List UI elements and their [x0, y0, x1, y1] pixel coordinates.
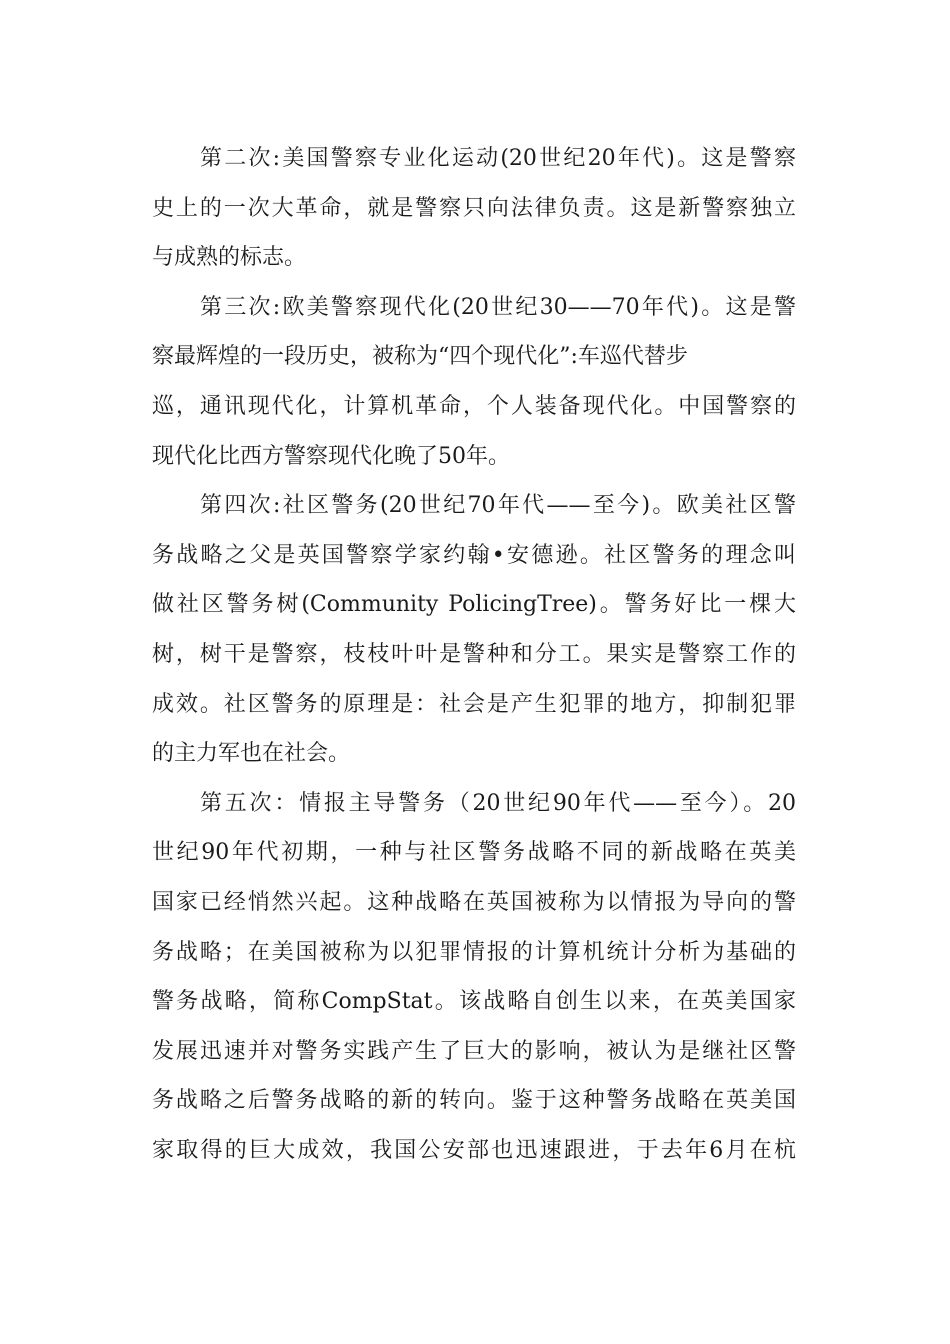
text-line: 的主力军也在社会。: [152, 741, 351, 767]
text-line: 发展迅速并对警务实践产生了巨大的影响，被认为是继社区警: [152, 1038, 796, 1064]
text-line: 警务战略，简称CompStat。该战略自创生以来，在英美国家: [152, 989, 796, 1015]
text-line: 第二次:美国警察专业化运动(20世纪20年代)。这是警察: [200, 146, 796, 171]
text-line: 察最辉煌的一段历史，被称为“四个现代化”:车巡代替步: [152, 344, 688, 370]
text-line: 务战略之后警务战略的新的转向。鉴于这种警务战略在英美国: [152, 1088, 796, 1114]
document-body: [152, 134, 796, 1175]
text-line: 第三次:欧美警察现代化(20世纪30——70年代)。这是警: [200, 294, 796, 320]
text-line: 务战略之父是英国警察学家约翰•安德逊。社区警务的理念叫: [152, 542, 796, 568]
text-line: 世纪90年代初期，一种与社区警务战略不同的新战略在英美: [152, 840, 796, 866]
text-line: 史上的一次大革命，就是警察只向法律负责。这是新警察独立: [152, 195, 796, 221]
text-line: 国家已经悄然兴起。这种战略在英国被称为以情报为导向的警: [152, 889, 796, 915]
text-line: 做社区警务树(Community PolicingTree)。警务好比一棵大: [152, 592, 796, 618]
text-line: 家取得的巨大成效，我国公安部也迅速跟进，于去年6月在杭: [152, 1137, 796, 1163]
text-line: 务战略；在美国被称为以犯罪情报的计算机统计分析为基础的: [152, 939, 796, 965]
text-line: 巡，通讯现代化，计算机革命，个人装备现代化。中国警察的: [152, 393, 796, 419]
text-line: 第四次:社区警务(20世纪70年代——至今)。欧美社区警: [200, 493, 796, 519]
paragraph-third: [152, 283, 796, 481]
text-line: 现代化比西方警察现代化晚了50年。: [152, 443, 510, 469]
text-line: 第五次：情报主导警务（20世纪90年代——至今）。20: [200, 790, 796, 816]
text-line: 成效。社区警务的原理是：社会是产生犯罪的地方，抑制犯罪: [152, 691, 796, 717]
paragraph-fourth: [152, 481, 796, 779]
paragraph-second: [152, 134, 796, 283]
text-line: 与成熟的标志。: [152, 245, 307, 271]
text-line: 树，树干是警察，枝枝叶叶是警种和分工。果实是警察工作的: [152, 641, 796, 667]
paragraph-fifth: [152, 779, 796, 1176]
